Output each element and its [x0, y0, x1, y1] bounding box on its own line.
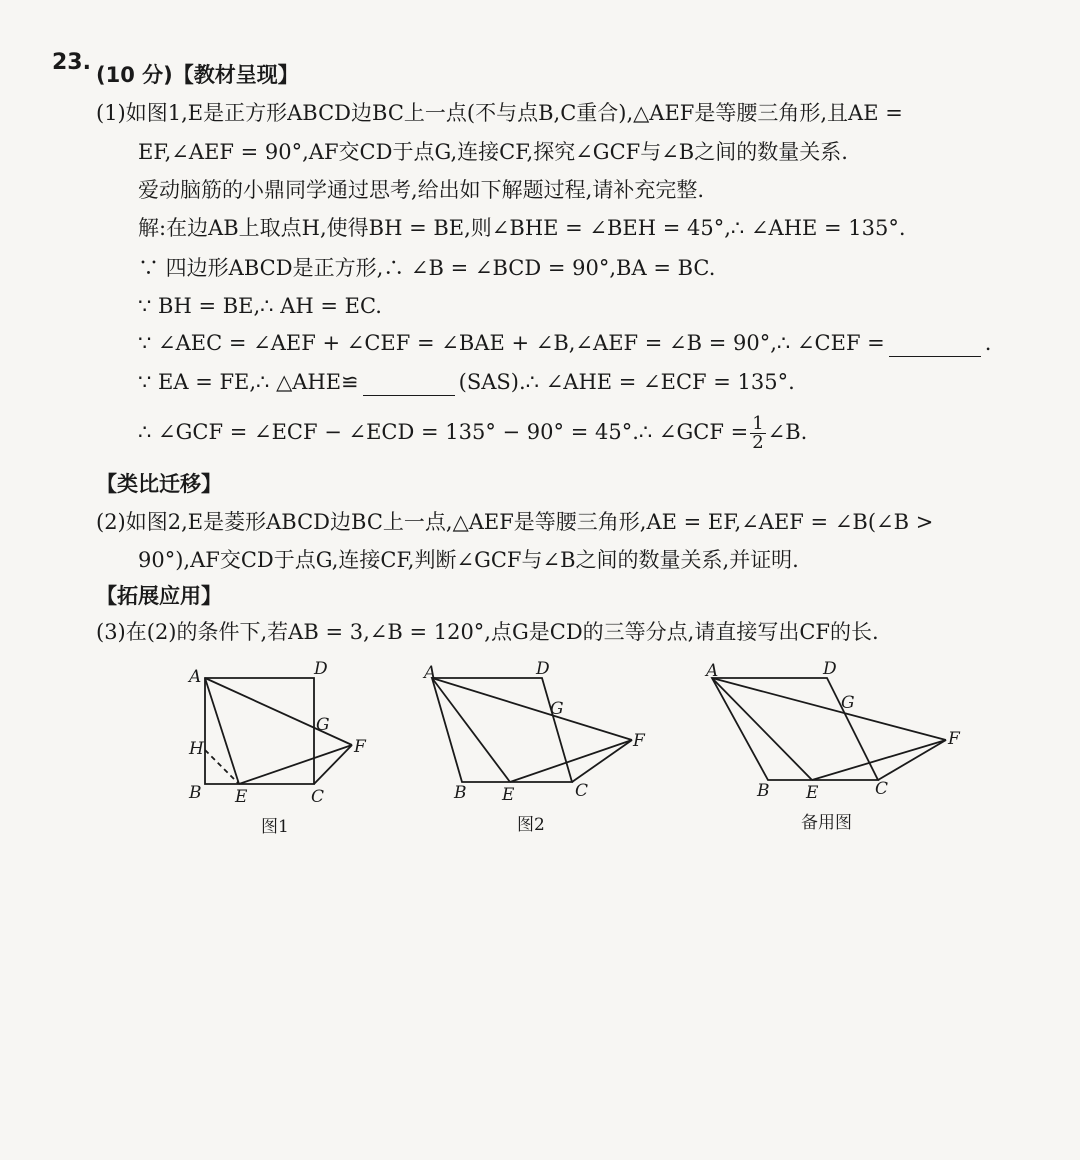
fig1-label-e: E — [235, 787, 248, 807]
section-analogy-title: 【类比迁移】 — [96, 472, 222, 496]
fig1-label-f: F — [354, 737, 366, 757]
part1-label: (1) — [96, 101, 126, 125]
segment-ae — [205, 678, 239, 784]
segment-ef — [239, 745, 352, 784]
fig1-label-h: H — [189, 739, 204, 759]
fig2-label-g: G — [550, 699, 564, 719]
fig2-label-b: B — [454, 783, 467, 803]
segment-af — [712, 678, 946, 740]
fig1-caption: 图1 — [261, 817, 289, 837]
part3-line1: (3)在(2)的条件下,若AB = 3,∠B = 120°,点G是CD的三等分点,请直接写出CF的长. — [96, 620, 879, 644]
solution-line3: ∵ BH = BE,∴ AH = EC. — [138, 294, 382, 318]
fill-blank-2[interactable] — [363, 375, 455, 396]
fig3-label-b: B — [757, 781, 770, 801]
solution-line1: 解:在边AB上取点H,使得BH = BE,则∠BHE = ∠BEH = 45°,∴ ∠AHE = 135°. — [138, 216, 906, 240]
solution-line6-end: ∠B. — [767, 420, 808, 444]
fig2-label-d: D — [536, 659, 550, 679]
segment-cf — [572, 740, 632, 782]
part2-line1: (2)如图2,E是菱形ABCD边BC上一点,△AEF是等腰三角形,AE = EF,∠AEF = ∠B(∠B > — [96, 510, 934, 534]
solution-line6-text: ∴ ∠GCF = ∠ECF − ∠ECD = 135° − 90° = 45°.∴ ∠GCF = — [138, 420, 749, 444]
fig3-label-g: G — [841, 693, 855, 713]
segment-af — [432, 678, 632, 740]
segment-cf — [878, 740, 946, 780]
fig3-label-f: F — [948, 729, 960, 749]
fig2-label-a: A — [424, 663, 437, 683]
fig1-label-b: B — [189, 783, 202, 803]
solution-line5-end: (SAS).∴ ∠AHE = ∠ECF = 135°. — [458, 370, 795, 394]
fig1-label-g: G — [316, 715, 330, 735]
fig3-label-c: C — [875, 779, 889, 799]
fig1-label-a: A — [189, 667, 202, 687]
fill-blank-1[interactable] — [889, 336, 981, 357]
fig1-label-c: C — [311, 787, 325, 807]
segment-af — [205, 678, 352, 745]
fig3-caption: 备用图 — [801, 813, 852, 833]
part1-text-1: 如图1,E是正方形ABCD边BC上一点(不与点B,C重合),△AEF是等腰三角形,且AE = — [125, 101, 903, 125]
question-header: (10 分)【教材呈现】 — [96, 63, 299, 87]
solution-line6 — [138, 412, 807, 452]
part1-line3: 爱动脑筋的小鼎同学通过思考,给出如下解题过程,请补充完整. — [138, 178, 705, 202]
fraction-numerator: 1 — [752, 413, 764, 434]
part2-line2: 90°),AF交CD于点G,连接CF,判断∠GCF与∠B之间的数量关系,并证明. — [138, 548, 799, 572]
fig2-label-f: F — [633, 731, 645, 751]
part1-line1 — [96, 99, 903, 127]
section-extension-title: 【拓展应用】 — [96, 584, 222, 608]
fig3-label-e: E — [806, 783, 819, 803]
fig2-label-e: E — [502, 785, 515, 805]
figure-3-drawing — [712, 678, 946, 780]
fig2-label-c: C — [575, 781, 589, 801]
fig3-label-d: D — [823, 659, 837, 679]
rhombus-abcd — [432, 678, 572, 782]
fig2-caption: 图2 — [517, 815, 545, 835]
figure-2-drawing — [432, 678, 632, 782]
fraction-half — [750, 415, 765, 452]
fig1-label-d: D — [314, 659, 328, 679]
solution-line5-text: ∵ EA = FE,∴ △AHE≌ — [138, 370, 359, 394]
solution-line2: ∵ 四边形ABCD是正方形,∴ ∠B = ∠BCD = 90°,BA = BC. — [138, 256, 716, 280]
solution-line4 — [138, 329, 991, 357]
figure-1-drawing — [205, 678, 352, 784]
segment-ae — [712, 678, 812, 780]
solution-line4-text: ∵ ∠AEC = ∠AEF + ∠CEF = ∠BAE + ∠B,∠AEF = ∠B = 90°,∴ ∠CEF = — [138, 331, 885, 355]
fig3-label-a: A — [706, 661, 719, 681]
solution-line4-end: . — [984, 331, 992, 355]
segment-ae — [432, 678, 510, 782]
fraction-denominator: 2 — [752, 432, 764, 453]
solution-line5 — [138, 368, 795, 396]
question-number: 23. — [52, 50, 91, 75]
segment-ef — [812, 740, 946, 780]
figures-area — [0, 650, 1080, 890]
part1-line2: EF,∠AEF = 90°,AF交CD于点G,连接CF,探究∠GCF与∠B之间的数量关系. — [138, 140, 848, 164]
